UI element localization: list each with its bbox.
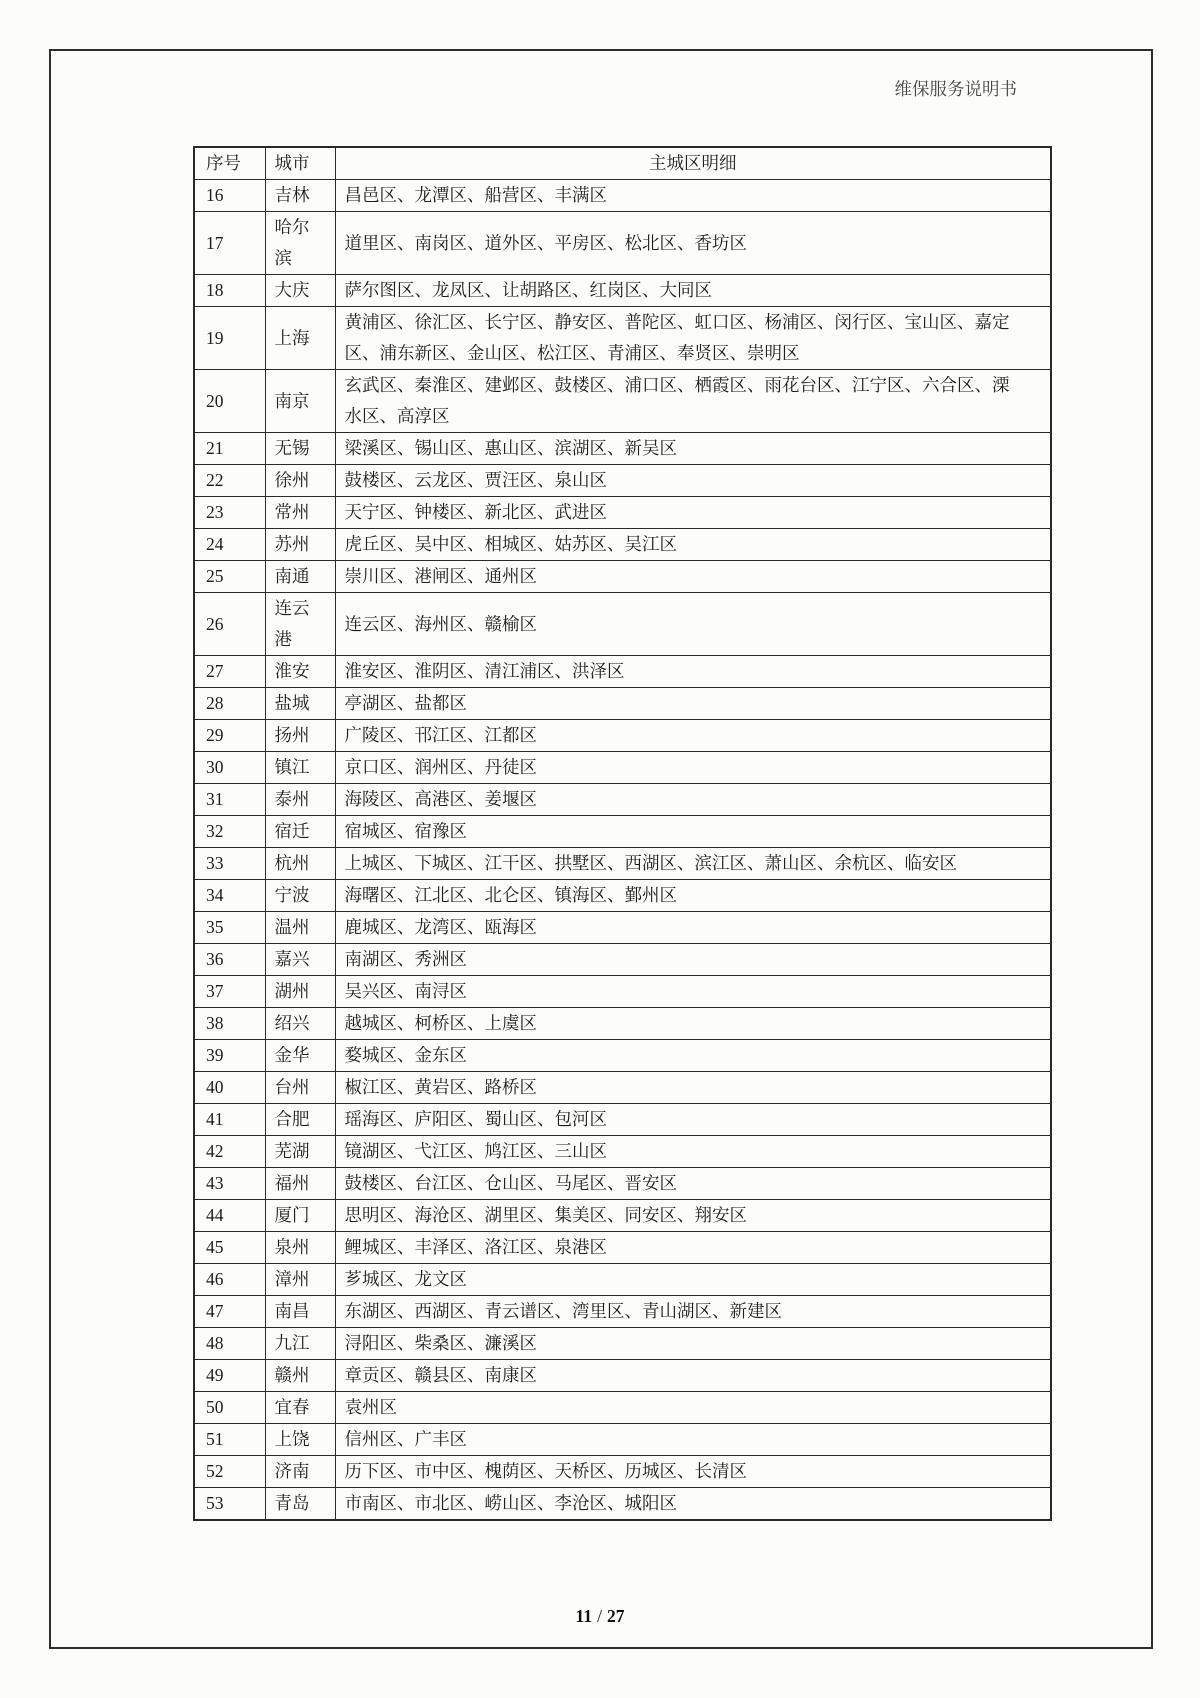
districts-cell: 信州区、广丰区 (335, 1424, 1051, 1456)
districts-cell: 广陵区、邗江区、江都区 (335, 720, 1051, 752)
city-cell: 杭州 (265, 848, 335, 880)
row-index-cell: 52 (194, 1456, 265, 1488)
city-cell: 徐州 (265, 465, 335, 497)
city-cell: 大庆 (265, 275, 335, 307)
table-row (194, 180, 1051, 212)
districts-cell: 鼓楼区、台江区、仓山区、马尾区、晋安区 (335, 1168, 1051, 1200)
row-index-cell: 18 (194, 275, 265, 307)
page-number-total: 27 (606, 1606, 625, 1626)
table-row (194, 1456, 1051, 1488)
row-index-cell: 26 (194, 593, 265, 656)
districts-cell: 思明区、海沧区、湖里区、集美区、同安区、翔安区 (335, 1200, 1051, 1232)
table-row (194, 848, 1051, 880)
table-row (194, 1136, 1051, 1168)
table-row (194, 816, 1051, 848)
table-row (194, 1392, 1051, 1424)
city-cell: 台州 (265, 1072, 335, 1104)
row-index-cell: 36 (194, 944, 265, 976)
city-cell: 绍兴 (265, 1008, 335, 1040)
row-index-cell: 44 (194, 1200, 265, 1232)
city-cell: 宜春 (265, 1392, 335, 1424)
city-cell: 盐城 (265, 688, 335, 720)
districts-cell: 袁州区 (335, 1392, 1051, 1424)
table-row (194, 688, 1051, 720)
districts-cell: 京口区、润州区、丹徒区 (335, 752, 1051, 784)
districts-cell: 海陵区、高港区、姜堰区 (335, 784, 1051, 816)
districts-cell: 宿城区、宿豫区 (335, 816, 1051, 848)
row-index-cell: 27 (194, 656, 265, 688)
row-index-cell: 22 (194, 465, 265, 497)
row-index-cell: 47 (194, 1296, 265, 1328)
row-index-cell: 38 (194, 1008, 265, 1040)
districts-cell: 瑶海区、庐阳区、蜀山区、包河区 (335, 1104, 1051, 1136)
districts-cell: 淮安区、淮阴区、清江浦区、洪泽区 (335, 656, 1051, 688)
districts-cell: 亭湖区、盐都区 (335, 688, 1051, 720)
city-cell: 上饶 (265, 1424, 335, 1456)
column-header-index: 序号 (194, 147, 265, 180)
table-row (194, 212, 1051, 275)
table-row (194, 1296, 1051, 1328)
table-row (194, 784, 1051, 816)
row-index-cell: 34 (194, 880, 265, 912)
city-cell: 泉州 (265, 1232, 335, 1264)
table-row (194, 1104, 1051, 1136)
districts-cell: 鹿城区、龙湾区、瓯海区 (335, 912, 1051, 944)
row-index-cell: 19 (194, 307, 265, 370)
row-index-cell: 23 (194, 497, 265, 529)
column-header-districts: 主城区明细 (335, 147, 1051, 180)
row-index-cell: 51 (194, 1424, 265, 1456)
city-cell: 宿迁 (265, 816, 335, 848)
districts-cell: 海曙区、江北区、北仑区、镇海区、鄞州区 (335, 880, 1051, 912)
city-cell: 芜湖 (265, 1136, 335, 1168)
districts-table (193, 146, 1052, 1521)
document-title: 维保服务说明书 (894, 79, 1017, 99)
table-row (194, 593, 1051, 656)
districts-cell: 椒江区、黄岩区、路桥区 (335, 1072, 1051, 1104)
city-cell: 连云港 (265, 593, 335, 656)
table-body (194, 180, 1051, 1521)
row-index-cell: 28 (194, 688, 265, 720)
city-cell: 金华 (265, 1040, 335, 1072)
table-row (194, 1072, 1051, 1104)
city-cell: 福州 (265, 1168, 335, 1200)
row-index-cell: 41 (194, 1104, 265, 1136)
table-row (194, 529, 1051, 561)
row-index-cell: 31 (194, 784, 265, 816)
table-row (194, 497, 1051, 529)
table-row (194, 1328, 1051, 1360)
districts-cell: 越城区、柯桥区、上虞区 (335, 1008, 1051, 1040)
city-cell: 无锡 (265, 433, 335, 465)
districts-cell: 吴兴区、南浔区 (335, 976, 1051, 1008)
city-cell: 南京 (265, 370, 335, 433)
districts-cell: 崇川区、港闸区、通州区 (335, 561, 1051, 593)
city-cell: 九江 (265, 1328, 335, 1360)
city-cell: 南通 (265, 561, 335, 593)
districts-cell: 梁溪区、锡山区、惠山区、滨湖区、新吴区 (335, 433, 1051, 465)
city-cell: 济南 (265, 1456, 335, 1488)
row-index-cell: 25 (194, 561, 265, 593)
districts-cell: 天宁区、钟楼区、新北区、武进区 (335, 497, 1051, 529)
table-row (194, 307, 1051, 370)
page-number-current: 11 (575, 1606, 593, 1626)
table-row (194, 433, 1051, 465)
row-index-cell: 20 (194, 370, 265, 433)
table-row (194, 1264, 1051, 1296)
city-cell: 湖州 (265, 976, 335, 1008)
districts-cell: 黄浦区、徐汇区、长宁区、静安区、普陀区、虹口区、杨浦区、闵行区、宝山区、嘉定区、浦东新区、金山区、松江区、青浦区、奉贤区、崇明区 (335, 307, 1051, 370)
table-row (194, 1424, 1051, 1456)
city-cell: 青岛 (265, 1488, 335, 1521)
city-cell: 哈尔滨 (265, 212, 335, 275)
column-header-city: 城市 (265, 147, 335, 180)
city-cell: 厦门 (265, 1200, 335, 1232)
districts-cell: 道里区、南岗区、道外区、平房区、松北区、香坊区 (335, 212, 1051, 275)
districts-cell: 鲤城区、丰泽区、洛江区、泉港区 (335, 1232, 1051, 1264)
districts-cell: 芗城区、龙文区 (335, 1264, 1051, 1296)
table-row (194, 370, 1051, 433)
row-index-cell: 49 (194, 1360, 265, 1392)
city-cell: 漳州 (265, 1264, 335, 1296)
districts-cell: 上城区、下城区、江干区、拱墅区、西湖区、滨江区、萧山区、余杭区、临安区 (335, 848, 1051, 880)
table-row (194, 752, 1051, 784)
row-index-cell: 43 (194, 1168, 265, 1200)
table-row (194, 880, 1051, 912)
table-row (194, 944, 1051, 976)
city-cell: 赣州 (265, 1360, 335, 1392)
row-index-cell: 50 (194, 1392, 265, 1424)
row-index-cell: 24 (194, 529, 265, 561)
row-index-cell: 53 (194, 1488, 265, 1521)
districts-cell: 南湖区、秀洲区 (335, 944, 1051, 976)
row-index-cell: 40 (194, 1072, 265, 1104)
row-index-cell: 39 (194, 1040, 265, 1072)
districts-cell: 章贡区、赣县区、南康区 (335, 1360, 1051, 1392)
table-row (194, 465, 1051, 497)
row-index-cell: 17 (194, 212, 265, 275)
city-cell: 扬州 (265, 720, 335, 752)
row-index-cell: 48 (194, 1328, 265, 1360)
districts-cell: 昌邑区、龙潭区、船营区、丰满区 (335, 180, 1051, 212)
city-cell: 嘉兴 (265, 944, 335, 976)
table-row (194, 1232, 1051, 1264)
table-row (194, 275, 1051, 307)
table-row (194, 656, 1051, 688)
city-cell: 常州 (265, 497, 335, 529)
table-row (194, 912, 1051, 944)
page-number-separator: / (597, 1606, 602, 1626)
city-cell: 温州 (265, 912, 335, 944)
districts-cell: 市南区、市北区、崂山区、李沧区、城阳区 (335, 1488, 1051, 1521)
table-row (194, 1488, 1051, 1521)
districts-cell: 连云区、海州区、赣榆区 (335, 593, 1051, 656)
city-cell: 南昌 (265, 1296, 335, 1328)
districts-cell: 萨尔图区、龙凤区、让胡路区、红岗区、大同区 (335, 275, 1051, 307)
row-index-cell: 33 (194, 848, 265, 880)
districts-cell: 浔阳区、柴桑区、濂溪区 (335, 1328, 1051, 1360)
row-index-cell: 29 (194, 720, 265, 752)
row-index-cell: 45 (194, 1232, 265, 1264)
row-index-cell: 30 (194, 752, 265, 784)
row-index-cell: 46 (194, 1264, 265, 1296)
page-number (0, 1606, 1200, 1627)
districts-cell: 鼓楼区、云龙区、贾汪区、泉山区 (335, 465, 1051, 497)
table-row (194, 561, 1051, 593)
city-cell: 合肥 (265, 1104, 335, 1136)
table-row (194, 720, 1051, 752)
row-index-cell: 16 (194, 180, 265, 212)
row-index-cell: 32 (194, 816, 265, 848)
districts-cell: 镜湖区、弋江区、鸠江区、三山区 (335, 1136, 1051, 1168)
districts-cell: 玄武区、秦淮区、建邺区、鼓楼区、浦口区、栖霞区、雨花台区、江宁区、六合区、溧水区、高淳区 (335, 370, 1051, 433)
table-row (194, 1168, 1051, 1200)
table-row (194, 1008, 1051, 1040)
districts-cell: 婺城区、金东区 (335, 1040, 1051, 1072)
city-cell: 泰州 (265, 784, 335, 816)
districts-cell: 虎丘区、吴中区、相城区、姑苏区、吴江区 (335, 529, 1051, 561)
districts-cell: 历下区、市中区、槐荫区、天桥区、历城区、长清区 (335, 1456, 1051, 1488)
city-cell: 镇江 (265, 752, 335, 784)
districts-cell: 东湖区、西湖区、青云谱区、湾里区、青山湖区、新建区 (335, 1296, 1051, 1328)
row-index-cell: 37 (194, 976, 265, 1008)
table-row (194, 976, 1051, 1008)
table-header (194, 147, 1051, 180)
table-header-row (194, 147, 1051, 180)
row-index-cell: 21 (194, 433, 265, 465)
city-cell: 吉林 (265, 180, 335, 212)
city-cell: 上海 (265, 307, 335, 370)
table-row (194, 1040, 1051, 1072)
city-cell: 宁波 (265, 880, 335, 912)
row-index-cell: 42 (194, 1136, 265, 1168)
table-row (194, 1200, 1051, 1232)
city-cell: 淮安 (265, 656, 335, 688)
row-index-cell: 35 (194, 912, 265, 944)
city-cell: 苏州 (265, 529, 335, 561)
table-row (194, 1360, 1051, 1392)
